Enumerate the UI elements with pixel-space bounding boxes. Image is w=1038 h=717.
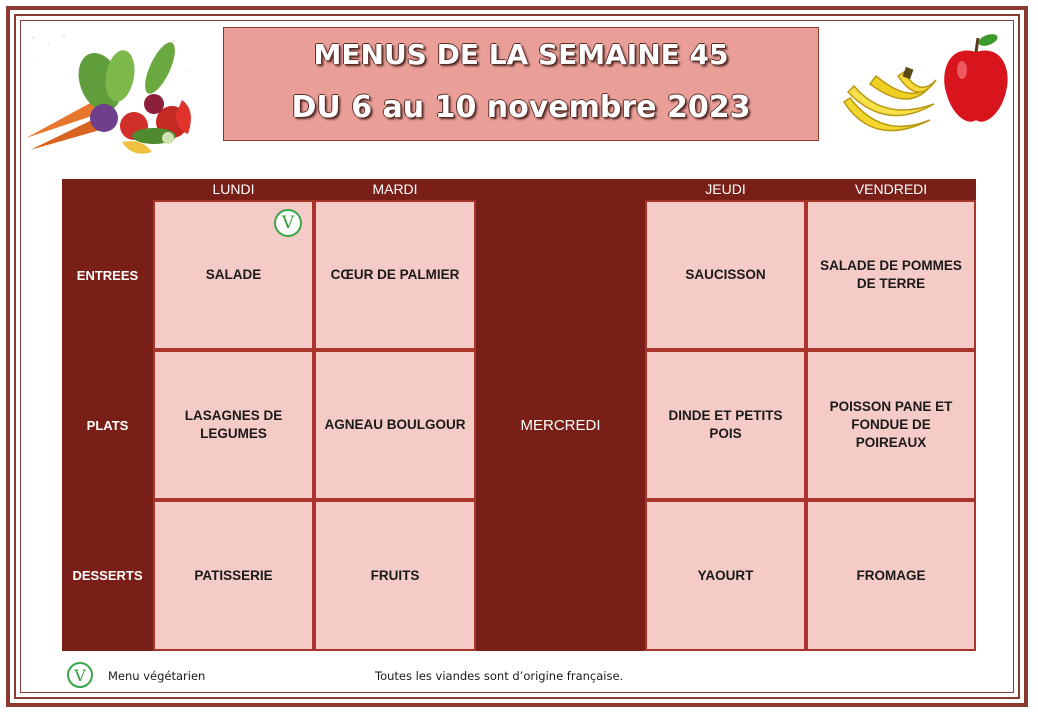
legend-vegetarian-label: Menu végétarien	[108, 669, 206, 683]
row-header-plats: PLATS	[62, 350, 153, 500]
column-mercredi	[476, 200, 645, 651]
cell-lundi-dessert	[153, 500, 314, 651]
legend-vegetarian-icon: V	[67, 662, 93, 688]
title-banner	[223, 27, 819, 141]
header-vendredi: VENDREDI	[854, 181, 928, 197]
cell-vendredi-plat	[806, 350, 976, 500]
dish-text: DINDE ET PETITS POIS	[668, 408, 783, 441]
mercredi-label: MERCREDI	[520, 417, 601, 434]
vegetables-icon	[22, 30, 200, 162]
cell-jeudi-dessert	[645, 500, 806, 651]
page-title: MENUS DE LA SEMAINE 45	[313, 38, 729, 71]
dish-text: SAUCISSON	[685, 267, 766, 282]
cell-vendredi-entree	[806, 200, 976, 350]
dish-text: SALADE	[205, 267, 262, 282]
cell-mardi-plat	[314, 350, 476, 500]
row-header-desserts: DESSERTS	[62, 500, 153, 651]
dish-text: CŒUR DE PALMIER	[330, 267, 460, 282]
header-lundi: LUNDI	[212, 181, 255, 197]
cell-jeudi-plat	[645, 350, 806, 500]
row-header-entrees: ENTREES	[62, 200, 153, 350]
cell-vendredi-dessert	[806, 500, 976, 651]
dish-text: SALADE DE POMMES DE TERRE	[820, 258, 962, 291]
cell-jeudi-entree	[645, 200, 806, 350]
date-range: DU 6 au 10 novembre 2023	[291, 90, 751, 125]
header-mardi: MARDI	[372, 181, 418, 197]
cell-mardi-entree	[314, 200, 476, 350]
cell-lundi-plat	[153, 350, 314, 500]
header-jeudi: JEUDI	[705, 181, 746, 197]
origin-note: Toutes les viandes sont d’origine française.	[375, 669, 624, 683]
cell-mardi-dessert	[314, 500, 476, 651]
dish-text: LASAGNES DE LEGUMES	[184, 408, 283, 441]
dish-text: FRUITS	[370, 567, 420, 583]
dish-text: YAOURT	[697, 567, 754, 583]
dish-text: PATISSERIE	[194, 567, 273, 583]
banana-apple-icon	[836, 30, 1016, 148]
vegetarian-icon: V	[274, 209, 302, 237]
dish-text: POISSON PANE ET FONDUE DE POIREAUX	[829, 399, 953, 450]
menu-table	[62, 179, 976, 651]
dish-text: AGNEAU BOULGOUR	[324, 417, 466, 432]
dish-text: FROMAGE	[856, 567, 926, 583]
